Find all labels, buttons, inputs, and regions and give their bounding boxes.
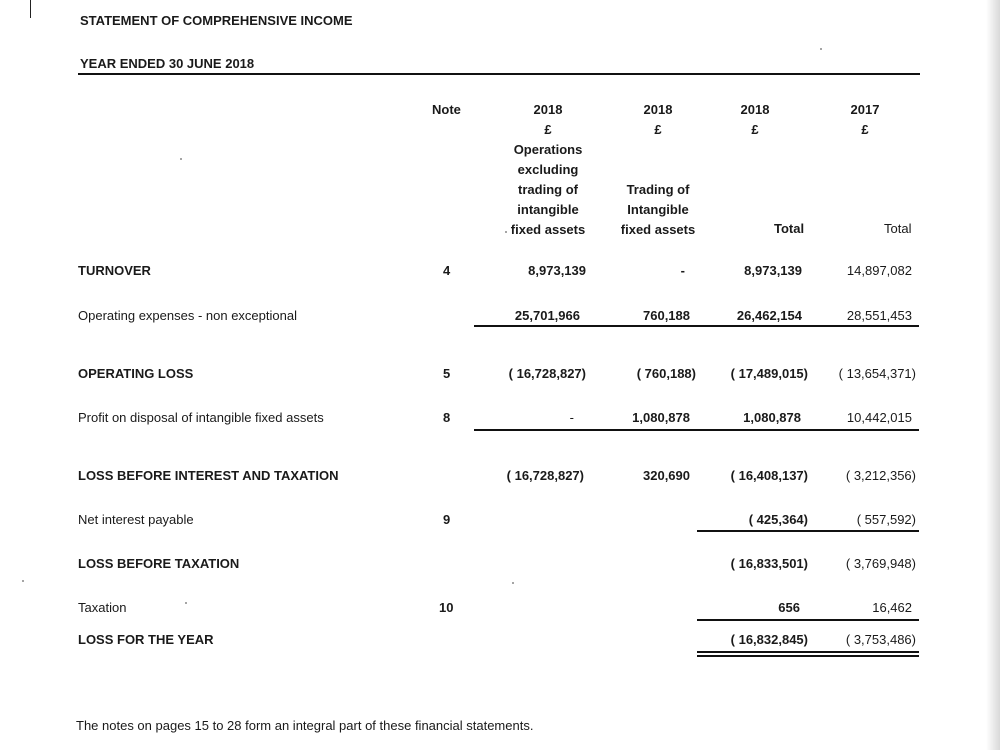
row-c4-loss-before-taxation: ( 3,769,948): [845, 556, 916, 571]
row-note-profit-disposal: 8: [443, 410, 451, 425]
scan-speck: [22, 580, 24, 582]
column-header-trading: [608, 100, 708, 240]
total-rule-bottom: [697, 655, 919, 657]
row-c1-turnover: 8,973,139: [528, 263, 586, 278]
row-c3-taxation: 656: [778, 600, 800, 615]
column-header-total-2018: [725, 100, 785, 140]
col1-year: 2018: [533, 102, 563, 117]
statement-title: STATEMENT OF COMPREHENSIVE INCOME: [80, 13, 353, 28]
row-c4-loss-before-interest: ( 3,212,356): [845, 468, 916, 483]
header-rule: [78, 73, 920, 75]
col2-line2: Intangible: [627, 202, 689, 217]
col1-line2: excluding: [517, 162, 579, 177]
col2-year: 2018: [643, 102, 673, 117]
row-c4-net-interest: ( 557,592): [856, 512, 916, 527]
row-label-net-interest: Net interest payable: [78, 512, 194, 527]
row-c4-turnover: 14,897,082: [846, 263, 912, 278]
subtotal-rule-operating: [474, 325, 919, 327]
col1-currency: £: [544, 122, 552, 137]
row-c3-turnover: 8,973,139: [744, 263, 802, 278]
row-c3-loss-before-taxation: ( 16,833,501): [730, 556, 808, 571]
scan-speck: [820, 48, 822, 50]
row-c1-operating-loss: ( 16,728,827): [508, 366, 586, 381]
col4-total-label: Total: [884, 221, 912, 236]
total-rule-top: [697, 651, 919, 653]
row-c3-operating-expenses: 26,462,154: [736, 308, 802, 323]
scan-speck: [512, 582, 514, 584]
row-c1-profit-disposal: -: [569, 410, 574, 425]
row-c3-net-interest: ( 425,364): [748, 512, 808, 527]
row-c4-profit-disposal: 10,442,015: [846, 410, 912, 425]
footer-note: The notes on pages 15 to 28 form an integral part of these financial statements.: [76, 718, 534, 733]
row-c3-loss-for-year: ( 16,832,845): [730, 632, 808, 647]
col3-total-label: Total: [774, 221, 805, 236]
row-c4-operating-expenses: 28,551,453: [846, 308, 912, 323]
col4-currency: £: [861, 122, 869, 137]
subtotal-rule-disposal: [474, 429, 919, 431]
col3-year: 2018: [740, 102, 770, 117]
col2-line1: Trading of: [626, 182, 690, 197]
column-header-operations: [498, 100, 598, 240]
row-label-operating-loss: OPERATING LOSS: [78, 366, 194, 381]
row-c1-loss-before-interest: ( 16,728,827): [506, 468, 584, 483]
scan-speck: [185, 602, 187, 604]
scan-edge-left: [30, 0, 31, 18]
scan-speck: [180, 158, 182, 160]
note-header: Note: [432, 102, 461, 117]
col1-line5: fixed assets: [510, 222, 586, 237]
row-c3-profit-disposal: 1,080,878: [743, 410, 801, 425]
row-c1-operating-expenses: 25,701,966: [514, 308, 580, 323]
row-note-operating-loss: 5: [443, 366, 451, 381]
subtotal-rule-taxation: [697, 619, 919, 621]
row-c4-operating-loss: ( 13,654,371): [838, 366, 916, 381]
row-note-taxation: 10: [439, 600, 454, 615]
row-c4-loss-for-year: ( 3,753,486): [845, 632, 916, 647]
subtotal-rule-interest: [697, 530, 919, 532]
row-c3-operating-loss: ( 17,489,015): [730, 366, 808, 381]
col4-year: 2017: [850, 102, 880, 117]
row-note-net-interest: 9: [443, 512, 451, 527]
row-c2-loss-before-interest: 320,690: [643, 468, 690, 483]
col2-currency: £: [654, 122, 662, 137]
col1-line1: Operations: [513, 142, 583, 157]
row-label-loss-for-year: LOSS FOR THE YEAR: [78, 632, 214, 647]
col1-line3: trading of: [518, 182, 578, 197]
row-label-taxation: Taxation: [78, 600, 127, 615]
row-c2-operating-loss: ( 760,188): [636, 366, 696, 381]
row-label-operating-expenses: Operating expenses - non exceptional: [78, 308, 297, 323]
row-c2-operating-expenses: 760,188: [643, 308, 690, 323]
col1-line4: intangible: [517, 202, 579, 217]
row-label-turnover: TURNOVER: [78, 263, 151, 278]
row-label-loss-before-interest: LOSS BEFORE INTEREST AND TAXATION: [78, 468, 339, 483]
page-edge-shadow: [986, 0, 1000, 750]
row-c4-taxation: 16,462: [872, 600, 912, 615]
col2-line3: fixed assets: [620, 222, 696, 237]
col3-currency: £: [751, 122, 759, 137]
column-header-total-2017: [835, 100, 895, 140]
row-label-loss-before-taxation: LOSS BEFORE TAXATION: [78, 556, 240, 571]
row-c2-profit-disposal: 1,080,878: [632, 410, 690, 425]
row-c2-turnover: -: [680, 263, 685, 278]
row-label-profit-disposal: Profit on disposal of intangible fixed assets: [78, 410, 324, 425]
scan-speck: [505, 231, 507, 233]
period-heading: YEAR ENDED 30 JUNE 2018: [80, 56, 255, 71]
row-c3-loss-before-interest: ( 16,408,137): [730, 468, 808, 483]
row-note-turnover: 4: [443, 263, 451, 278]
